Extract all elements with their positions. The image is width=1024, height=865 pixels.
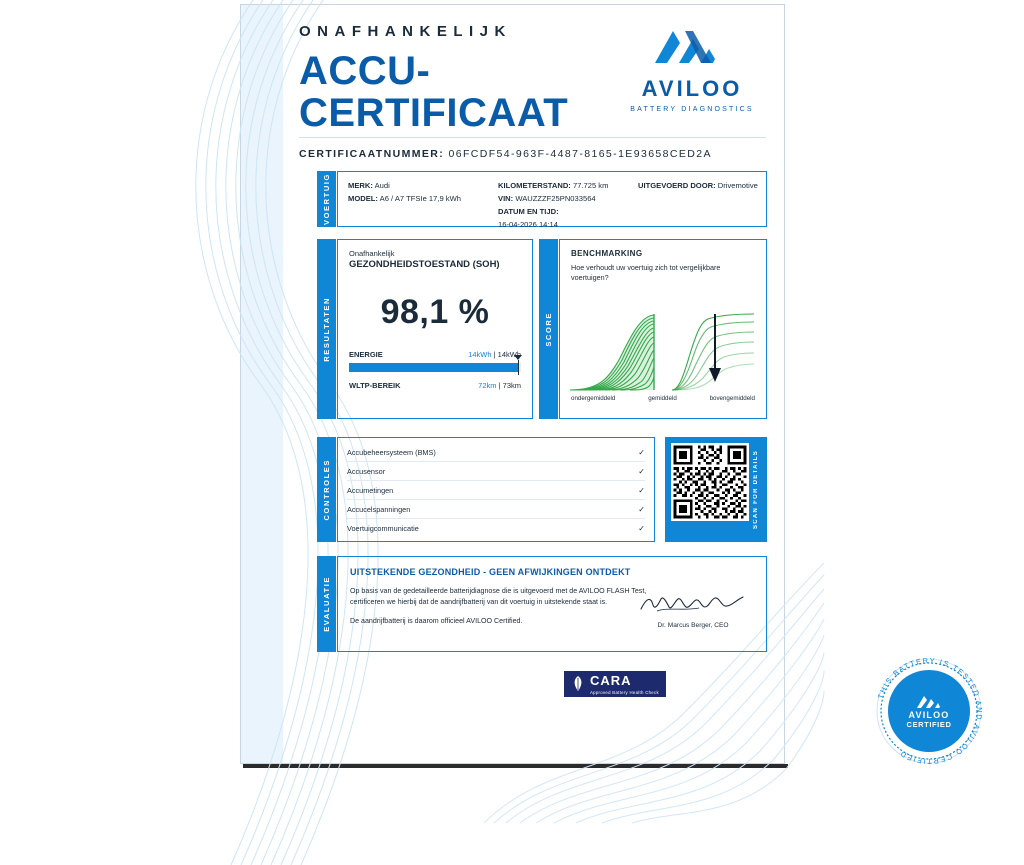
cara-logo — [564, 671, 666, 697]
vehicle-vin-label: VIN: — [498, 194, 514, 203]
certificate-number-label: CERTIFICAATNUMMER: — [299, 148, 445, 160]
rail-label-controls-text: CONTROLES — [322, 458, 331, 521]
control-label: Voertuigcommunicatie — [347, 524, 419, 533]
control-label: Accubeheersysteem (BMS) — [347, 447, 436, 457]
seal-core — [888, 670, 970, 752]
rail-label-results — [317, 239, 336, 419]
check-icon: ✓ — [638, 485, 645, 495]
aviloo-logo-tagline: BATTERY DIAGNOSTICS — [630, 106, 754, 113]
page-title-line1: ACCU- — [299, 49, 431, 93]
control-label: Accucelspanningen — [347, 504, 411, 514]
seal-status: CERTIFIED — [906, 719, 952, 729]
rail-label-vehicle — [317, 171, 336, 227]
seal-ring-text: THIS BATTERY IS TESTED AND AVILOO CERTIFIED — [875, 656, 984, 766]
energy-bar-fill — [349, 363, 518, 372]
energy-marker-line — [518, 360, 519, 375]
soh-label: GEZONDHEIDSTOESTAND (SOH) — [349, 259, 500, 270]
soh-pre-label: Onafhankelijk — [349, 249, 395, 258]
evaluation-title: UITSTEKENDE GEZONDHEID - GEEN AFWIJKINGEN ONTDEKT — [350, 567, 631, 577]
vehicle-date-value: 16-04-2026 14:14 — [498, 220, 558, 229]
benchmark-distribution-icon — [568, 310, 758, 392]
evaluation-paragraph-1: Op basis van de gedetailleerde batterijdiagnose die is uitgevoerd met de AVILOO FLASH Test, certificeren we hierbij dat de aandrijfbatterij van dit voertuig in uitstekende staat is. — [350, 587, 647, 606]
vehicle-model-label: MODEL: — [348, 194, 378, 203]
energy-label: ENERGIE — [349, 350, 383, 359]
benchmark-question: Hoe verhoudt uw voertuig zich tot vergelijkbare voertuigen? — [571, 263, 721, 282]
aviloo-logo-word: AVILOO — [641, 76, 743, 101]
benchmark-axis-high: bovengemiddeld — [709, 395, 755, 402]
rail-label-score-text: SCORE — [544, 311, 553, 347]
certificate-number — [299, 148, 766, 160]
check-icon: ✓ — [638, 466, 645, 476]
range-values — [478, 381, 521, 390]
vehicle-performed-value: Drivemotive — [717, 181, 758, 190]
vehicle-col-mid — [498, 179, 608, 231]
energy-nominal: 14kWh — [497, 350, 521, 359]
control-label: Accusensor — [347, 466, 386, 476]
rail-label-vehicle-text: VOERTUIG — [322, 173, 331, 225]
vehicle-vin-value: WAUZZZF25PN033564 — [515, 194, 596, 203]
benchmark-title: BENCHMARKING — [571, 249, 643, 258]
rail-label-controls — [317, 437, 336, 542]
decorative-left-band — [241, 5, 283, 763]
page-title-line2: CERTIFICAAT — [299, 91, 569, 135]
energy-measured: 14kWh — [468, 350, 492, 359]
qr-inner — [671, 443, 761, 536]
controls-panel — [337, 437, 655, 542]
signature-icon — [637, 591, 749, 615]
cara-leaf-icon — [570, 675, 586, 693]
soh-value: 98,1 % — [380, 293, 490, 331]
aviloo-mark-small-icon — [916, 694, 942, 710]
list-item — [347, 443, 645, 462]
qr-caption-text: SCAN FOR DETAILS — [753, 449, 759, 530]
benchmark-chart — [568, 310, 758, 397]
qr-code-icon[interactable] — [671, 443, 749, 521]
rail-label-evaluation — [317, 556, 336, 652]
vehicle-col-left — [348, 179, 461, 205]
energy-metric — [349, 350, 521, 372]
certificate-number-value: 06FCDF54-963F-4487-8165-1E93658CED2A — [448, 148, 712, 160]
benchmark-axis-mid: gemiddeld — [648, 395, 677, 402]
seal-brand: AVILOO — [908, 709, 950, 720]
check-icon: ✓ — [638, 447, 645, 457]
certified-seal — [874, 656, 984, 766]
range-separator: | — [498, 381, 501, 390]
vehicle-col-right — [638, 179, 758, 192]
vehicle-model-value: A6 / A7 TFSIe 17,9 kWh — [379, 194, 461, 203]
benchmark-axis-labels — [571, 395, 755, 402]
aviloo-mark-icon — [649, 25, 735, 69]
vehicle-date-label: DATUM EN TIJD: — [498, 207, 559, 216]
check-icon: ✓ — [638, 524, 645, 533]
vehicle-odometer-label: KILOMETERSTAND: — [498, 181, 571, 190]
soh-panel — [337, 239, 533, 419]
qr-panel[interactable] — [665, 437, 767, 542]
signature-block — [634, 591, 752, 629]
benchmark-axis-low: ondergemiddeld — [571, 395, 616, 402]
evaluation-panel — [337, 556, 767, 652]
list-item — [347, 500, 645, 519]
benchmark-panel — [559, 239, 767, 419]
vehicle-performed-label: UITGEVOERD DOOR: — [638, 181, 716, 190]
vehicle-odometer-value: 77.725 km — [572, 181, 609, 190]
signature-name: Dr. Marcus Berger, CEO — [657, 622, 729, 629]
certificate-sheet — [240, 4, 984, 766]
header-kicker: ONAFHANKELIJK — [299, 23, 512, 40]
header-divider — [299, 137, 766, 138]
qr-caption — [750, 443, 762, 536]
check-icon: ✓ — [638, 504, 645, 514]
evaluation-paragraph-2: De aandrijfbatterij is daarom officieel AVILOO Certified. — [350, 617, 523, 625]
vehicle-brand-label: MERK: — [348, 181, 373, 190]
energy-bar — [349, 363, 521, 372]
aviloo-logo — [622, 25, 762, 113]
range-nominal: 73km — [502, 381, 521, 390]
cara-subtitle: Approved Battery Health Check — [590, 690, 659, 695]
list-item — [347, 462, 645, 481]
range-measured: 72km — [478, 381, 497, 390]
cara-name: CARA — [590, 673, 632, 688]
list-item — [347, 481, 645, 500]
rail-label-evaluation-text: EVALUATIE — [322, 576, 331, 632]
range-metric — [349, 381, 521, 390]
rail-label-score — [539, 239, 558, 419]
list-item — [347, 519, 645, 538]
vehicle-info-block — [337, 171, 767, 227]
range-label: WLTP-BEREIK — [349, 381, 401, 390]
rail-label-results-text: RESULTATEN — [322, 296, 331, 362]
control-label: Accumetingen — [347, 485, 394, 495]
benchmark-pointer-icon — [709, 314, 721, 382]
vehicle-brand-value: Audi — [374, 181, 390, 190]
energy-separator: | — [493, 350, 496, 359]
